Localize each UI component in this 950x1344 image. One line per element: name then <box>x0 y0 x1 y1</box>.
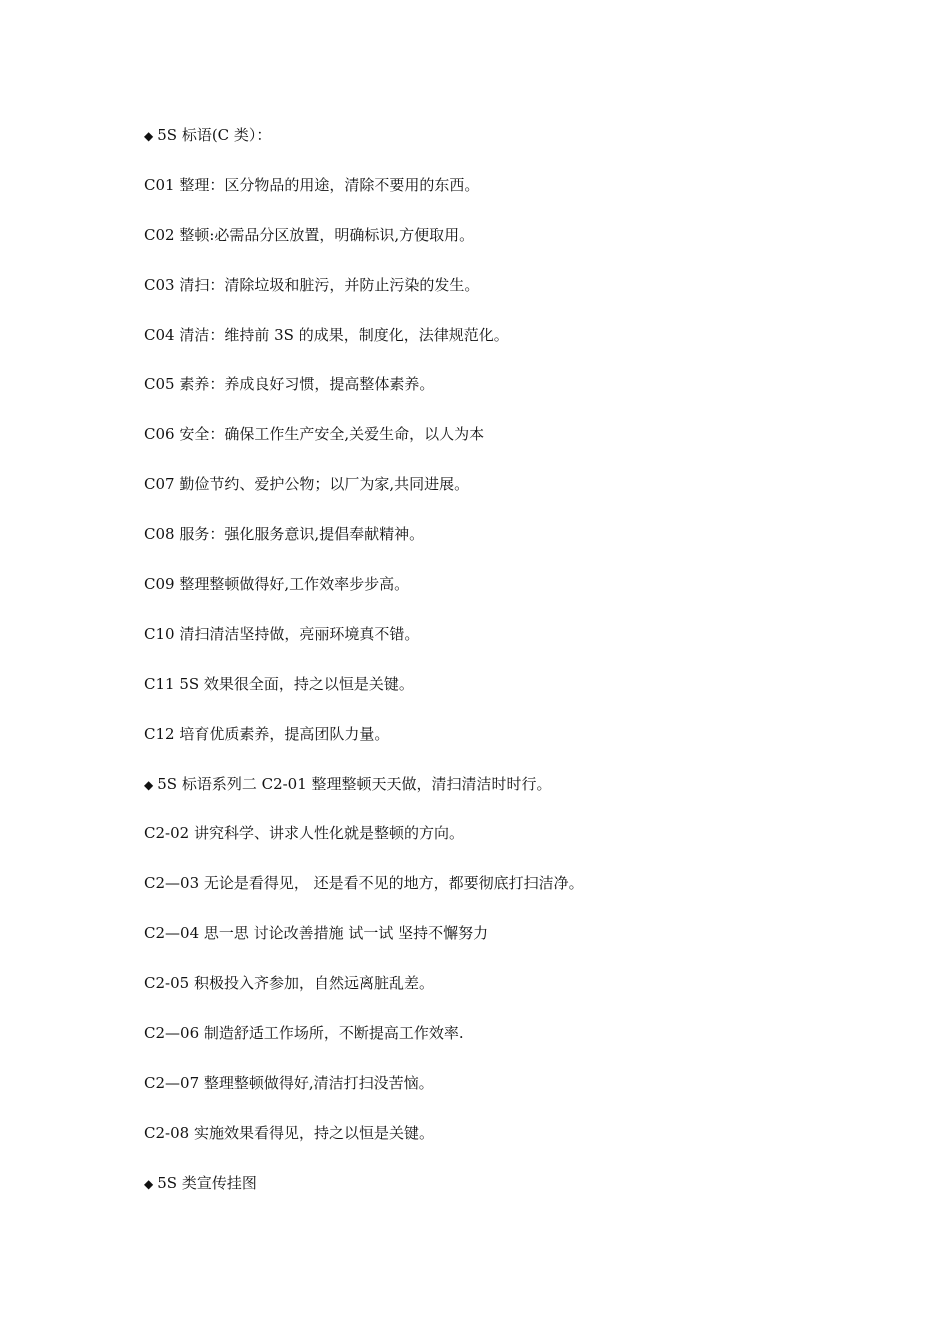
line-text: C2-08 实施效果看得见，持之以恒是关键。 <box>144 1123 434 1142</box>
slogan-c05 <box>144 373 844 423</box>
line-text: C2—07 整理整顿做得好,清洁打扫没苦恼。 <box>144 1073 434 1092</box>
line-text: C06 安全：确保工作生产安全,关爱生命，以人为本 <box>144 425 485 444</box>
slogan-c12 <box>144 723 844 773</box>
line-text: C12 培育优质素养，提高团队力量。 <box>144 724 390 743</box>
diamond-bullet-icon: ◆ <box>144 129 154 143</box>
line-text: C2—04 思一思 讨论改善措施 试一试 坚持不懈努力 <box>144 924 489 943</box>
slogan-c09 <box>144 573 844 623</box>
line-text: C07 勤俭节约、爱护公物；以厂为家,共同进展。 <box>144 475 470 494</box>
slogan-c2-02 <box>144 822 844 872</box>
line-text: C2-02 讲究科学、讲求人性化就是整顿的方向。 <box>144 824 464 843</box>
slogan-c2-08 <box>144 1122 844 1172</box>
line-text: C2—06 制造舒适工作场所，不断提高工作效率. <box>144 1024 464 1043</box>
slogan-c06 <box>144 423 844 473</box>
line-text: C01 整理：区分物品的用途，清除不要用的东西。 <box>144 175 480 194</box>
line-text: C11 5S 效果很全面，持之以恒是关键。 <box>144 674 414 693</box>
heading-c-slogans <box>144 124 844 174</box>
document-body <box>144 124 844 1222</box>
heading-posters <box>144 1172 844 1222</box>
line-text: C04 清洁：维持前 3S 的成果，制度化，法律规范化。 <box>144 325 509 344</box>
slogan-c08 <box>144 523 844 573</box>
line-text: C03 清扫：清除垃圾和脏污，并防止污染的发生。 <box>144 275 480 294</box>
line-text: C10 清扫清洁坚持做，亮丽环境真不错。 <box>144 624 420 643</box>
line-text: C09 整理整顿做得好,工作效率步步高。 <box>144 575 410 594</box>
slogan-c2-06 <box>144 1022 844 1072</box>
heading-series-two <box>144 773 844 823</box>
line-text: C05 素养：养成良好习惯，提高整体素养。 <box>144 375 435 394</box>
slogan-c02 <box>144 224 844 274</box>
slogan-c2-04 <box>144 922 844 972</box>
line-text: 5S 标语(C 类）： <box>157 126 272 144</box>
line-text: 5S 类宣传挂图 <box>157 1173 257 1192</box>
slogan-c01 <box>144 174 844 224</box>
line-text: C2-05 积极投入齐参加，自然远离脏乱差。 <box>144 974 434 993</box>
line-text: C08 服务：强化服务意识,提倡奉献精神。 <box>144 525 425 544</box>
line-text: 5S 标语系列二 C2-01 整理整顿天天做，清扫清洁时时行。 <box>157 774 552 793</box>
slogan-c2-05 <box>144 972 844 1022</box>
slogan-c11 <box>144 673 844 723</box>
line-text: C2—03 无论是看得见， 还是看不见的地方，都要彻底打扫洁净。 <box>144 874 584 893</box>
slogan-c2-03 <box>144 872 844 922</box>
slogan-c03 <box>144 274 844 324</box>
diamond-bullet-icon: ◆ <box>144 777 154 792</box>
line-text: C02 整顿:必需品分区放置，明确标识,方便取用。 <box>144 225 475 244</box>
slogan-c04 <box>144 324 844 374</box>
slogan-c10 <box>144 623 844 673</box>
slogan-c2-07 <box>144 1072 844 1122</box>
diamond-bullet-icon: ◆ <box>144 1176 154 1191</box>
slogan-c07 <box>144 473 844 523</box>
